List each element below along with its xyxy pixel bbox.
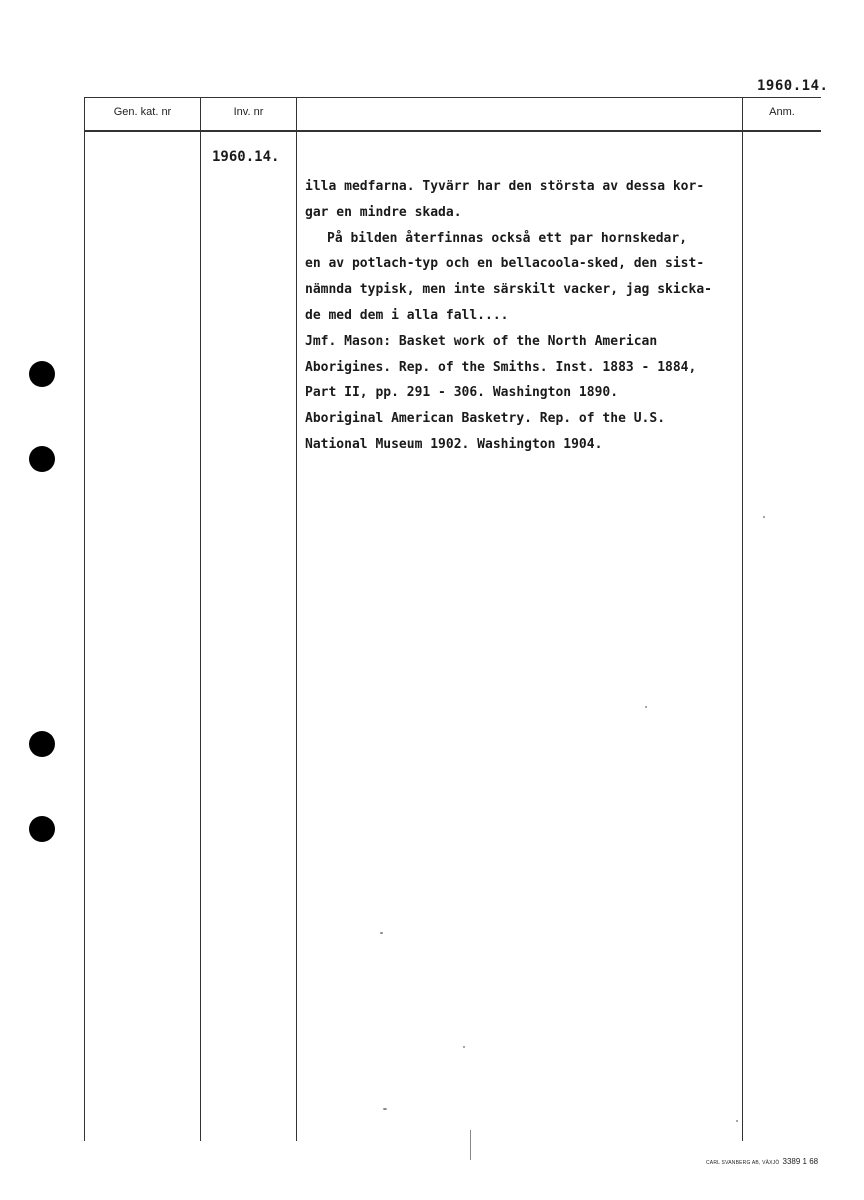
text-line: illa medfarna. Tyvärr har den största av dessa kor- (305, 179, 705, 194)
printer-name: CARL SVANBERG AB, VÄXJÖ (706, 1160, 780, 1166)
printer-mark (706, 1157, 818, 1166)
form-code: 3389 1 68 (782, 1157, 819, 1166)
inventory-number: 1960.14. (212, 149, 280, 165)
text-line: National Museum 1902. Washington 1904. (305, 436, 603, 452)
text-line: Aboriginal American Basketry. Rep. of the U.S. (305, 411, 666, 427)
text-line: Part II, pp. 291 - 306. Washington 1890. (305, 385, 619, 401)
punch-hole (29, 731, 55, 757)
text-line: Jmf. Mason: Basket work of the North American (305, 333, 658, 349)
text-line: Aborigines. Rep. of the Smiths. Inst. 1883 - 1884, (305, 359, 697, 375)
scan-speck (470, 1130, 471, 1160)
column-divider-gen-inv (200, 97, 201, 1141)
header-bottom-rule (84, 130, 821, 132)
punch-hole (29, 446, 55, 472)
scan-speck (463, 1046, 465, 1048)
column-divider-left (84, 97, 85, 1141)
punch-hole (29, 816, 55, 842)
page-number: 1960.14. (757, 78, 829, 94)
scan-speck (736, 1120, 738, 1122)
column-header-anm: Anm. (769, 106, 795, 118)
punch-hole (29, 361, 55, 387)
scan-speck (383, 1108, 387, 1110)
scan-speck (380, 932, 383, 934)
scan-speck (763, 516, 765, 518)
scan-speck (645, 706, 647, 708)
text-line: en av potlach-typ och en bellacoola-sked, den sist- (305, 256, 705, 272)
header-top-rule (84, 97, 821, 98)
column-header-inv: Inv. nr (233, 106, 264, 118)
column-divider-inv-text (296, 97, 297, 1141)
text-line: de med dem i alla fall.... (305, 307, 509, 323)
entry-text (305, 174, 765, 458)
text-line: På bilden återfinnas också ett par hornskedar, (327, 230, 688, 246)
text-line: nämnda typisk, men inte särskilt vacker, jag skicka- (305, 282, 712, 298)
text-line: gar en mindre skada. (305, 204, 462, 220)
column-header-gen-kat: Gen. kat. nr (113, 106, 172, 118)
